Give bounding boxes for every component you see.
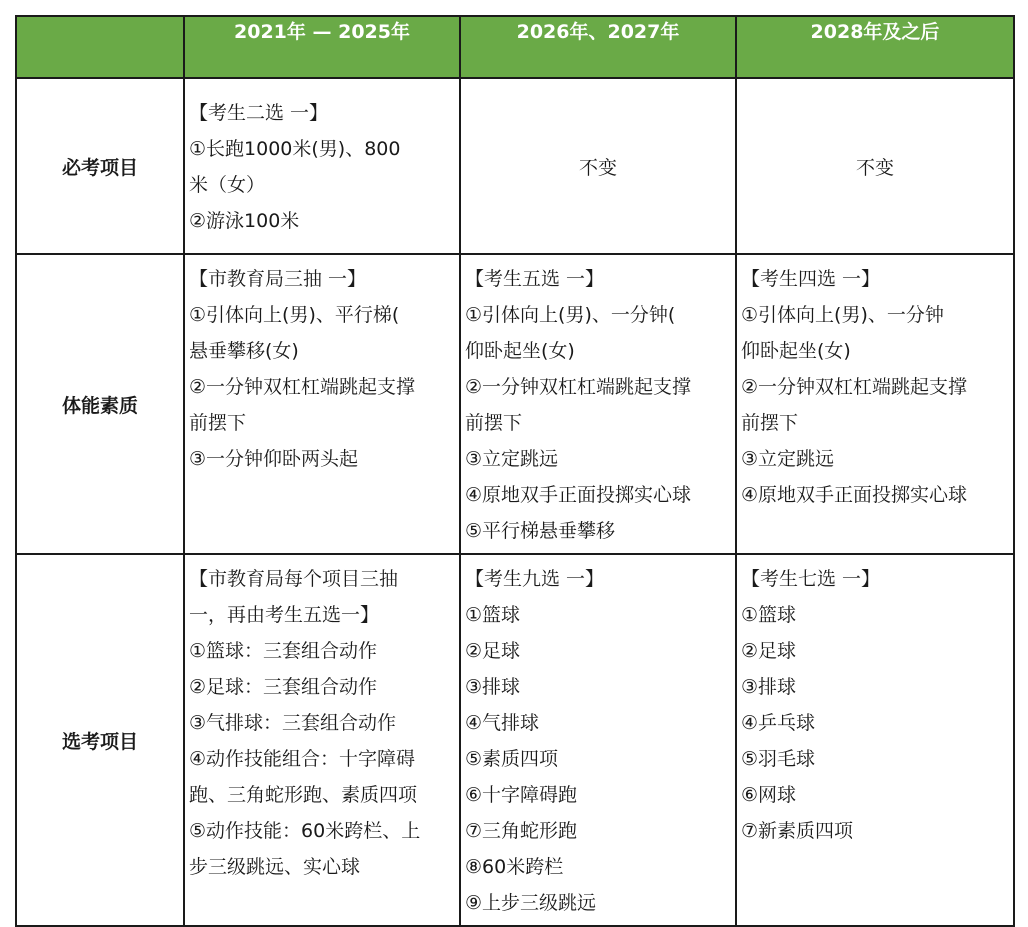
cell-line: 【考生二选 一】 [189,102,329,124]
cell-line: 【市教育局三抽 一】 [189,268,367,290]
cell-line: 【市教育局每个项目三抽 [189,568,399,590]
cell-line: 仰卧起坐(女) [741,340,851,362]
cell-fitness-2021 [184,254,460,554]
cell-line: 步三级跳远、实心球 [189,856,361,878]
cell-fitness-2026 [460,254,736,554]
header-2026-2027: 2026年、2027年 [460,16,736,78]
cell-line: ⑦新素质四项 [741,820,854,842]
cell-line: ④动作技能组合：十字障碍 [189,748,416,770]
cell-line: 悬垂攀移(女) [189,340,299,362]
cell-line: ④气排球 [465,712,540,734]
row-elective [16,554,1014,926]
header-row [16,16,1014,78]
cell-line: ④乒乓球 [741,712,816,734]
cell-fitness-2028 [736,254,1014,554]
cell-line-list [185,555,459,889]
header-2028-after: 2028年及之后 [736,16,1014,78]
cell-line: 前摆下 [741,412,799,434]
cell-line: 【考生七选 一】 [741,568,881,590]
cell-line: 【考生九选 一】 [465,568,605,590]
cell-line-list [737,555,1013,853]
cell-line: ③排球 [465,676,521,698]
cell-line: ④原地双手正面投掷实心球 [741,484,968,506]
cell-line: ③气排球：三套组合动作 [189,712,397,734]
cell-line: ⑧60米跨栏 [465,856,564,878]
cell-line-list [461,555,735,925]
cell-line: ②一分钟双杠杠端跳起支撑 [189,376,416,398]
cell-line: 【考生五选 一】 [465,268,605,290]
cell-line: 跑、三角蛇形跑、素质四项 [189,784,418,806]
cell-line: ①引体向上(男)、一分钟 [741,304,944,326]
cell-line: ①引体向上(男)、平行梯( [189,304,400,326]
cell-required-2026: 不变 [460,78,736,254]
cell-line: ③排球 [741,676,797,698]
cell-elective-2021 [184,554,460,926]
cell-line: ⑦三角蛇形跑 [465,820,578,842]
cell-line: ②足球 [741,640,797,662]
row-label-required: 必考项目 [16,78,184,254]
cell-line: ②一分钟双杠杠端跳起支撑 [741,376,968,398]
cell-line: ③立定跳远 [741,448,835,470]
cell-elective-2028 [736,554,1014,926]
cell-line: ⑥十字障碍跑 [465,784,578,806]
cell-line: ①引体向上(男)、一分钟( [465,304,676,326]
cell-line: ⑤动作技能：60米跨栏、上 [189,820,421,842]
cell-line: 前摆下 [189,412,247,434]
cell-line: ⑨上步三级跳远 [465,892,597,914]
cell-elective-2026 [460,554,736,926]
cell-line: ②一分钟双杠杠端跳起支撑 [465,376,692,398]
cell-line: ⑤平行梯悬垂攀移 [465,520,616,542]
cell-required-2021 [184,78,460,254]
pe-exam-table [15,15,1015,927]
cell-line: ③一分钟仰卧两头起 [189,448,359,470]
header-2021-2025: 2021年 — 2025年 [184,16,460,78]
cell-line: ②游泳100米 [189,210,300,232]
cell-line: ②足球：三套组合动作 [189,676,378,698]
cell-line: 前摆下 [465,412,523,434]
cell-line-list [461,255,735,553]
header-corner [16,16,184,78]
cell-line-list [737,255,1013,517]
cell-line: 一，再由考生五选一】 [189,604,380,626]
cell-line: ①篮球 [465,604,521,626]
cell-line: 米（女） [189,174,266,196]
row-label-fitness: 体能素质 [16,254,184,554]
cell-line-list [185,79,459,243]
cell-line: ①长跑1000米(男)、800 [189,138,401,160]
row-label-elective: 选考项目 [16,554,184,926]
cell-line: ⑤素质四项 [465,748,559,770]
cell-line: ⑥网球 [741,784,797,806]
cell-required-2028: 不变 [736,78,1014,254]
cell-line: 仰卧起坐(女) [465,340,575,362]
cell-line: ②足球 [465,640,521,662]
cell-line: ④原地双手正面投掷实心球 [465,484,692,506]
cell-line: ①篮球：三套组合动作 [189,640,378,662]
cell-line-list [185,255,459,481]
row-required-items [16,78,1014,254]
cell-line: ①篮球 [741,604,797,626]
cell-line: 【考生四选 一】 [741,268,881,290]
cell-line: ③立定跳远 [465,448,559,470]
cell-line: ⑤羽毛球 [741,748,816,770]
row-fitness [16,254,1014,554]
